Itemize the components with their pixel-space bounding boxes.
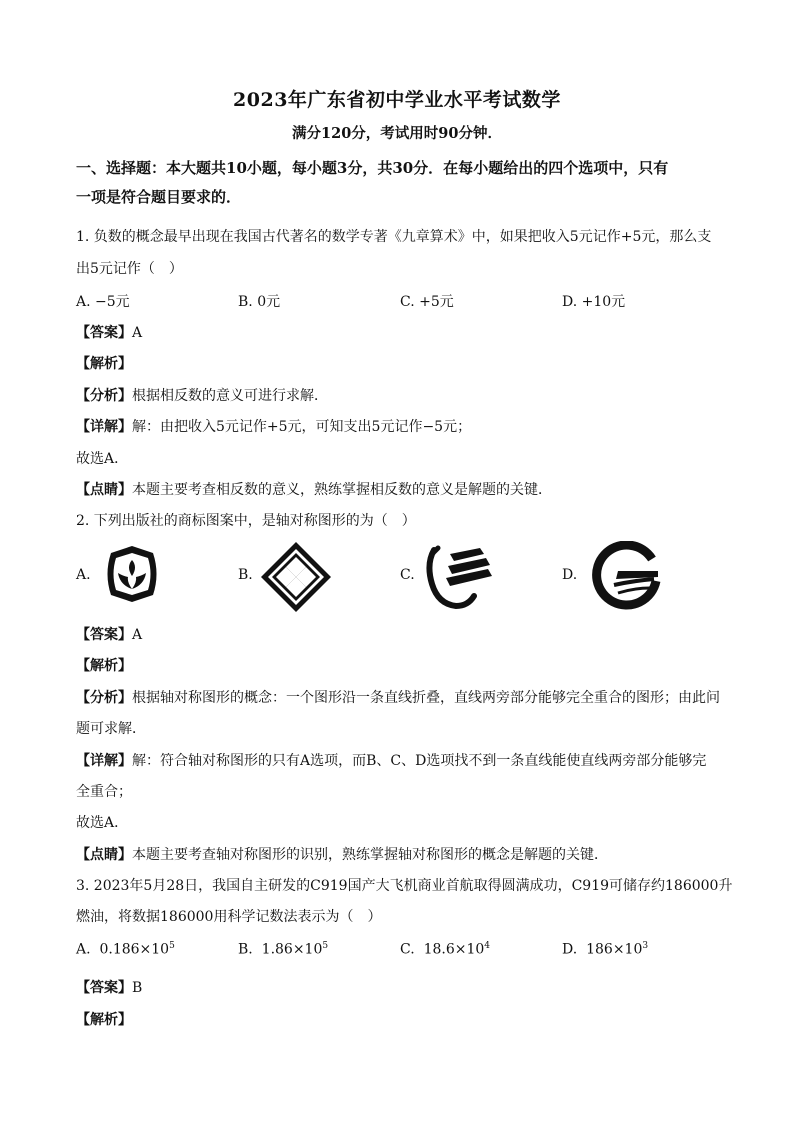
q2-xiangjie-line1: 解：符合轴对称图形的只有A选项，而B、C、D选项找不到一条直线能使直线两旁部分能够完 [132, 753, 707, 769]
q1-stem-line1: 1. 负数的概念最早出现在我国古代著名的数学专著《九章算术》中，如果把收入5元记作+5元，那么支 [76, 229, 712, 245]
option-label: C. [400, 941, 415, 958]
q3-option-c [400, 941, 490, 958]
option-base: 1.86×10 [261, 941, 323, 958]
option-exponent: 5 [322, 941, 329, 951]
q2-option-b-label: B. [238, 567, 253, 583]
option-base: 18.6×10 [423, 941, 485, 958]
q2-answer-row [76, 624, 142, 644]
q2-dianjing: 本题主要考查轴对称图形的识别，熟练掌握轴对称图形的概念是解题的关键． [132, 847, 608, 863]
q3-option-b [238, 941, 328, 958]
option-base: 0.186×10 [99, 941, 170, 958]
option-label: B. [238, 941, 253, 958]
q3-answer: B [132, 980, 143, 996]
q2-jiexi: 【解析】 [76, 658, 132, 674]
xiangjie-tag: 【详解】 [76, 753, 132, 769]
section-heading-line1: 一、选择题：本大题共10小题，每小题3分，共30分．在每小题给出的四个选项中，只有 [76, 159, 669, 177]
option-exponent: 5 [169, 941, 175, 951]
q1-fenxi-row [76, 385, 328, 405]
section-heading-line2: 一项是符合题目要求的． [76, 188, 242, 206]
q1-dianjing-row [76, 479, 552, 499]
q2-answer: A [132, 627, 143, 643]
q1-answer: A [132, 325, 143, 341]
q3-option-a [76, 941, 175, 958]
answer-tag: 【答案】 [76, 325, 132, 341]
q2-dianjing-row [76, 844, 608, 864]
q3-stem-line1: 3. 2023年5月28日，我国自主研发的C919国产大飞机商业首航取得圆满成功，C919可储存约186000升 [76, 878, 733, 894]
logo-diamond-squares-icon [259, 540, 333, 614]
xiangjie-tag: 【详解】 [76, 419, 132, 435]
q2-fenxi-line2: 题可求解． [76, 721, 146, 737]
q1-answer-row [76, 322, 142, 342]
q2-fenxi-row [76, 687, 720, 707]
q3-jiexi: 【解析】 [76, 1012, 132, 1028]
q1-jiexi: 【解析】 [76, 356, 132, 372]
fenxi-tag: 【分析】 [76, 690, 132, 706]
q1-option-b: B. 0元 [238, 294, 281, 310]
option-base: 186×10 [586, 941, 643, 958]
q1-xiangjie: 解：由把收入5元记作+5元，可知支出5元记作−5元； [132, 419, 472, 435]
q2-fenxi-line1: 根据轴对称图形的概念：一个图形沿一条直线折叠，直线两旁部分能够完全重合的图形；由此问 [132, 690, 720, 706]
option-exponent: 3 [642, 941, 649, 951]
q1-fenxi: 根据相反数的意义可进行求解． [132, 388, 328, 404]
q1-option-a: A. −5元 [76, 294, 130, 310]
logo-books-stroke-icon [424, 544, 496, 610]
q2-option-a-label: A. [76, 567, 91, 583]
option-label: D. [562, 941, 578, 958]
q2-xiangjie-row [76, 750, 706, 770]
q1-option-c: C. +5元 [400, 294, 454, 310]
q1-dianjing: 本题主要考查相反数的意义，熟练掌握相反数的意义是解题的关键． [132, 482, 552, 498]
answer-tag: 【答案】 [76, 627, 132, 643]
q1-stem-line2: 出5元记作（ ） [76, 261, 183, 277]
dianjing-tag: 【点睛】 [76, 482, 132, 498]
q3-stem-line2: 燃油，将数据186000用科学记数法表示为（ ） [76, 909, 382, 925]
q1-guxuan: 故选A． [76, 451, 129, 467]
q1-xiangjie-row [76, 416, 471, 436]
q1-option-d: D. +10元 [562, 294, 626, 310]
q2-option-d-label: D. [562, 567, 578, 583]
q2-option-c-label: C. [400, 567, 415, 583]
option-exponent: 4 [484, 941, 491, 951]
option-label: A. [76, 941, 91, 958]
q3-answer-row [76, 977, 142, 997]
page-title: 2023年广东省初中学业水平考试数学 [233, 89, 561, 111]
logo-hands-leaf-icon [101, 543, 163, 605]
page-subtitle: 满分120分，考试用时90分钟． [292, 125, 502, 142]
q2-stem-line1: 2. 下列出版社的商标图案中，是轴对称图形的为（ ） [76, 513, 416, 529]
logo-circle-g-icon [592, 541, 662, 611]
fenxi-tag: 【分析】 [76, 388, 132, 404]
answer-tag: 【答案】 [76, 980, 132, 996]
dianjing-tag: 【点睛】 [76, 847, 132, 863]
q2-guxuan: 故选A． [76, 815, 129, 831]
q2-xiangjie-line2: 全重合； [76, 784, 132, 800]
q3-option-d [562, 941, 648, 958]
